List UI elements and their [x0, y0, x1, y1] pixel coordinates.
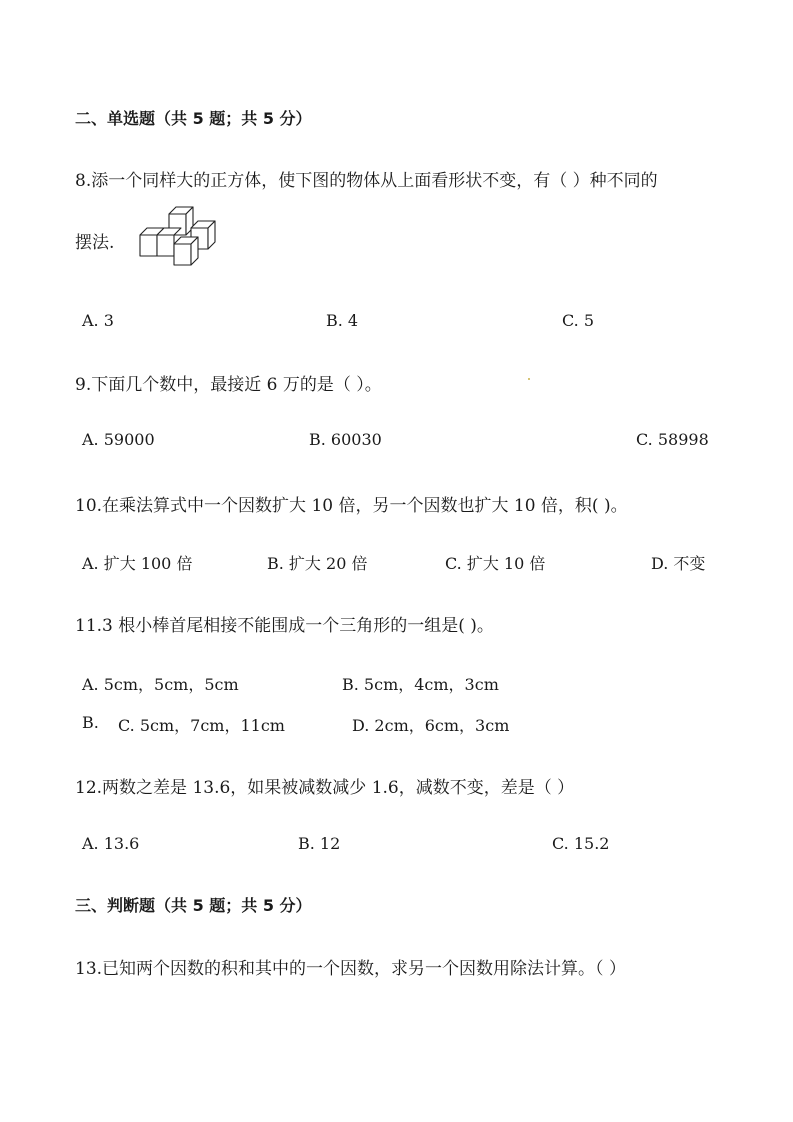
cube-stack-figure [138, 204, 220, 272]
option-11-c[interactable]: C. 5cm，7cm，11cm [118, 716, 285, 735]
question-9-text: 9.下面几个数中，最接近 6 万的是（ ）。 [75, 375, 382, 395]
option-9-b[interactable]: B. 60030 [309, 430, 382, 449]
option-10-c[interactable]: C. 扩大 10 倍 [445, 554, 546, 573]
option-8-b[interactable]: B. 4 [326, 311, 359, 330]
stray-dot [528, 378, 530, 380]
option-11-b[interactable]: B. 5cm，4cm，3cm [342, 675, 499, 694]
option-10-b[interactable]: B. 扩大 20 倍 [267, 554, 368, 573]
option-12-b[interactable]: B. 12 [298, 834, 341, 853]
option-10-d[interactable]: D. 不变 [651, 554, 706, 573]
option-12-a[interactable]: A. 13.6 [82, 834, 140, 853]
option-11-a[interactable]: A. 5cm，5cm，5cm [82, 675, 239, 694]
question-11-text: 11.3 根小棒首尾相接不能围成一个三角形的一组是( )。 [75, 616, 494, 636]
question-12-text: 12.两数之差是 13.6，如果被减数减少 1.6，减数不变，差是（ ） [75, 778, 575, 798]
option-10-a[interactable]: A. 扩大 100 倍 [82, 554, 193, 573]
section-3-title: 三、判断题（共 5 题；共 5 分） [75, 896, 312, 915]
option-11-b-extra[interactable]: B. [82, 713, 99, 732]
question-8-line-2: 摆法. [75, 233, 115, 253]
question-10-text: 10.在乘法算式中一个因数扩大 10 倍，另一个因数也扩大 10 倍，积( )。 [75, 496, 628, 516]
option-8-a[interactable]: A. 3 [82, 311, 114, 330]
question-13-text: 13.已知两个因数的积和其中的一个因数，求另一个因数用除法计算。（ ） [75, 959, 626, 979]
option-11-d[interactable]: D. 2cm，6cm，3cm [352, 716, 510, 735]
option-8-c[interactable]: C. 5 [562, 311, 595, 330]
option-9-c[interactable]: C. 58998 [636, 430, 709, 449]
option-12-c[interactable]: C. 15.2 [552, 834, 610, 853]
question-8-line-1: 8.添一个同样大的正方体，使下图的物体从上面看形状不变，有（ ）种不同的 [75, 171, 658, 191]
option-9-a[interactable]: A. 59000 [82, 430, 155, 449]
section-2-title: 二、单选题（共 5 题；共 5 分） [75, 109, 312, 128]
